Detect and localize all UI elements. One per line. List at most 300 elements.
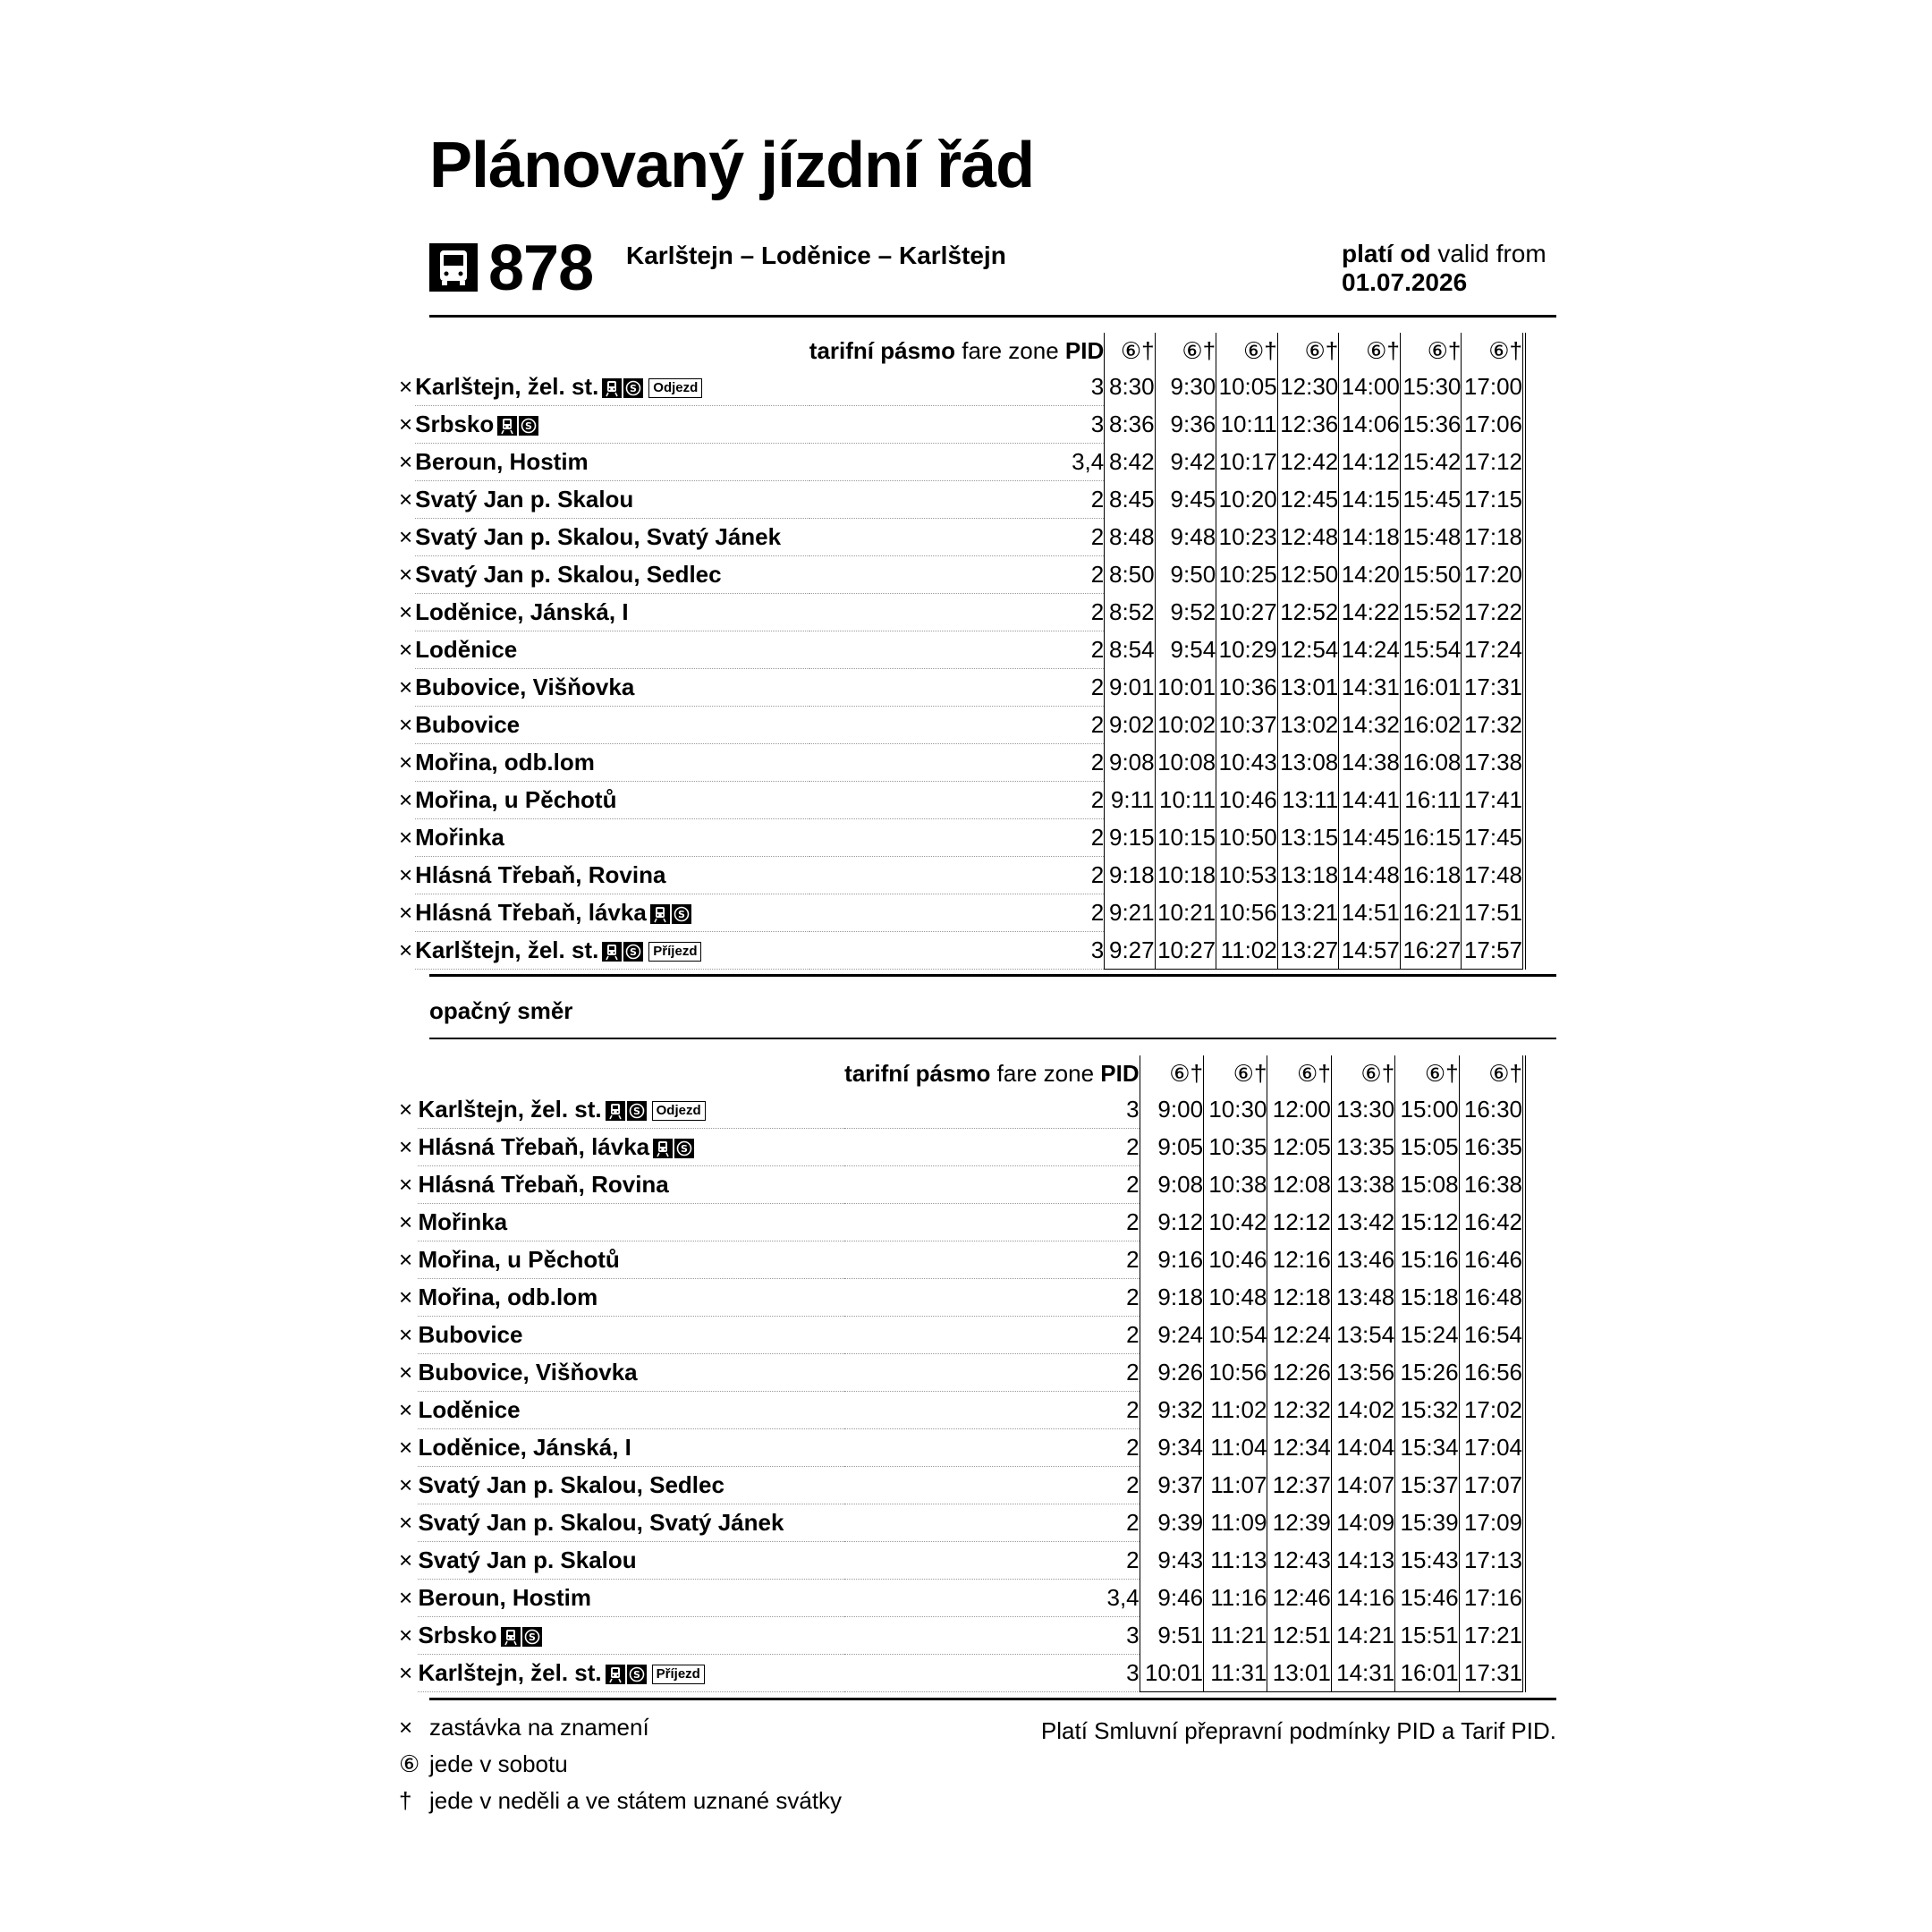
departure-time: 9:18 [1105,857,1155,894]
departure-time: 10:11 [1155,782,1216,819]
stop-name-text: Svatý Jan p. Skalou [415,486,634,513]
departure-time: 10:37 [1216,707,1278,744]
fare-zone: 2 [844,1279,1140,1317]
fare-zone-label: tarifní pásmo [844,1059,991,1087]
day-mark: ⑥† [1155,333,1216,369]
departure-time: 15:34 [1395,1429,1459,1467]
departure-time: 16:18 [1400,857,1462,894]
departure-time: 13:01 [1267,1655,1331,1692]
stop-name [415,782,809,819]
request-stop-mark: × [399,1546,413,1573]
day-mark: ⑥† [1216,333,1278,369]
fare-zone-label-en: fare zone [962,336,1059,364]
header-spacer [418,1055,844,1091]
stop-name [418,1166,844,1204]
departure-time: 16:02 [1400,707,1462,744]
stop-name-text: Svatý Jan p. Skalou, Sedlec [415,561,722,588]
s-train-icon [522,1627,542,1647]
departure-time: 11:02 [1216,932,1278,970]
stop-name-text: Karlštejn, žel. st. [418,1659,602,1686]
departure-time: 8:54 [1105,631,1155,669]
stop-name [415,631,809,669]
request-stop-mark: × [399,1584,413,1611]
departure-time: 8:48 [1105,519,1155,556]
stop-name [415,819,809,857]
departure-time: 9:05 [1140,1129,1203,1166]
s-train-icon [623,942,643,962]
departure-time: 17:38 [1462,744,1524,782]
table-row [399,1166,1524,1204]
legend-item [399,1714,649,1741]
departure-time: 10:43 [1216,744,1278,782]
departure-time: 15:00 [1395,1091,1459,1129]
departure-time: 9:50 [1155,556,1216,594]
departure-time: 12:37 [1267,1467,1331,1504]
departure-time: 12:36 [1277,406,1339,444]
stop-name [415,669,809,707]
day-mark: ⑥† [1267,1055,1331,1091]
departure-time: 15:12 [1395,1204,1459,1241]
departure-time: 15:26 [1395,1354,1459,1392]
departure-time: 10:20 [1216,481,1278,519]
departure-time: 17:21 [1459,1617,1524,1655]
departure-time: 17:45 [1462,819,1524,857]
train-icon [602,378,622,398]
fare-zone: 2 [809,481,1105,519]
departure-time: 10:30 [1204,1091,1267,1129]
table-row [399,857,1524,894]
inbound-body [399,1091,1524,1692]
stop-name-text: Srbsko [418,1622,497,1648]
departure-time: 12:50 [1277,556,1339,594]
departure-time: 15:51 [1395,1617,1459,1655]
departure-time: 15:36 [1400,406,1462,444]
stop-name-text: Mořina, odb.lom [415,749,595,775]
departure-time: 14:02 [1331,1392,1394,1429]
request-stop-mark: × [399,1396,413,1423]
departure-time: 12:05 [1267,1129,1331,1166]
fare-zone: 2 [844,1392,1140,1429]
day-mark: ⑥† [1277,333,1339,369]
departure-time: 14:09 [1331,1504,1394,1542]
stop-name [418,1204,844,1241]
departure-time: 10:48 [1204,1279,1267,1317]
day-mark: ⑥† [1204,1055,1267,1091]
departure-time: 15:18 [1395,1279,1459,1317]
fare-zone: 2 [844,1129,1140,1166]
departure-time: 9:00 [1140,1091,1203,1129]
outbound-timetable [399,333,1526,970]
stop-name-text: Srbsko [415,411,495,437]
table-row [399,631,1524,669]
request-stop-mark: × [399,486,413,513]
departure-time: 16:30 [1459,1091,1524,1129]
stop-name-text: Mořinka [418,1208,508,1235]
fare-zone: 2 [844,1354,1140,1392]
s-train-icon [627,1101,647,1121]
fare-zone: 2 [809,669,1105,707]
table-row [399,1354,1524,1392]
svg-text:S: S [632,1669,640,1682]
departure-time: 9:16 [1140,1241,1203,1279]
fare-zone: 3,4 [809,444,1105,481]
table-row [399,594,1524,631]
departure-time: 15:24 [1395,1317,1459,1354]
legend-symbol: † [399,1787,412,1814]
fare-zone: 2 [809,744,1105,782]
departure-time: 13:27 [1277,932,1339,970]
departure-time: 13:11 [1277,782,1339,819]
table-row [399,556,1524,594]
departure-time: 14:20 [1339,556,1401,594]
departure-time: 12:32 [1267,1392,1331,1429]
fare-zone: 2 [809,556,1105,594]
departure-time: 15:54 [1400,631,1462,669]
request-stop-mark: × [399,1096,413,1123]
departure-time: 9:01 [1105,669,1155,707]
table-row [399,707,1524,744]
departure-time: 16:54 [1459,1317,1524,1354]
departure-time: 15:46 [1395,1580,1459,1617]
fare-zone: 3 [844,1617,1140,1655]
s-train-icon [672,904,691,924]
train-icon [497,416,517,436]
departure-time: 13:54 [1331,1317,1394,1354]
fare-zone: 2 [844,1504,1140,1542]
request-stop-mark: × [399,1208,413,1235]
departure-time: 15:16 [1395,1241,1459,1279]
return-direction-label: opačný směr [429,997,573,1024]
table-row [399,1617,1524,1655]
day-mark: ⑥† [1462,333,1524,369]
return-rule [429,1038,1556,1039]
request-stop-mark: × [399,1509,413,1536]
departure-time: 8:45 [1105,481,1155,519]
departure-time: 15:48 [1400,519,1462,556]
outbound-header-row [399,333,1524,369]
stop-name-text: Svatý Jan p. Skalou [418,1546,637,1573]
departure-time: 14:45 [1339,819,1401,857]
departure-time: 9:54 [1155,631,1216,669]
departure-time: 14:04 [1331,1429,1394,1467]
stop-name [418,1317,844,1354]
departure-time: 15:05 [1395,1129,1459,1166]
departure-time: 16:35 [1459,1129,1524,1166]
table-row [399,1241,1524,1279]
departure-time: 17:51 [1462,894,1524,932]
day-mark: ⑥† [1331,1055,1394,1091]
table-row [399,1580,1524,1617]
stop-name [415,369,809,406]
departure-time: 9:26 [1140,1354,1203,1392]
request-stop-mark: × [399,824,413,851]
departure-time: 9:43 [1140,1542,1203,1580]
departure-time: 17:22 [1462,594,1524,631]
table-row [399,894,1524,932]
fare-zone: 2 [809,594,1105,631]
departure-time: 8:36 [1105,406,1155,444]
departure-time: 14:51 [1339,894,1401,932]
fare-zone: 3 [809,932,1105,970]
table-row [399,1467,1524,1504]
departure-time: 12:16 [1267,1241,1331,1279]
stop-name [418,1504,844,1542]
departure-time: 10:53 [1216,857,1278,894]
departure-time: 15:08 [1395,1166,1459,1204]
departure-time: 9:46 [1140,1580,1203,1617]
stop-name [415,932,809,970]
request-stop-mark: × [399,448,413,475]
departure-time: 9:45 [1155,481,1216,519]
departure-time: 14:06 [1339,406,1401,444]
departure-time: 16:38 [1459,1166,1524,1204]
departure-time: 10:35 [1204,1129,1267,1166]
table-row [399,1129,1524,1166]
stop-name [415,519,809,556]
departure-time: 11:16 [1204,1580,1267,1617]
departure-time: 9:24 [1140,1317,1203,1354]
table-row [399,669,1524,707]
fare-zone-label-en: fare zone [996,1059,1095,1087]
fare-zone: 2 [844,1204,1140,1241]
departure-time: 12:48 [1277,519,1339,556]
request-stop-mark: × [399,861,413,888]
stop-name-text: Loděnice, Jánská, I [415,598,629,625]
departure-time: 14:57 [1339,932,1401,970]
stop-name-text: Loděnice [415,636,518,663]
stop-name [418,1091,844,1129]
stop-name [415,444,809,481]
stop-name-text: Mořina, u Pěchotů [418,1246,620,1273]
valid-label: platí od [1342,240,1431,267]
departure-time: 13:30 [1331,1091,1394,1129]
stop-name [418,1580,844,1617]
header-spacer [399,1055,418,1091]
stop-name-text: Mořinka [415,824,504,851]
request-stop-mark: × [399,1171,413,1198]
table-row [399,1279,1524,1317]
valid-date: 01.07.2026 [1342,268,1468,296]
departure-time: 16:01 [1395,1655,1459,1692]
departure-time: 17:06 [1462,406,1524,444]
table-row [399,1542,1524,1580]
departure-time: 16:46 [1459,1241,1524,1279]
day-mark: ⑥† [1395,1055,1459,1091]
svg-text:S: S [681,1143,689,1156]
departure-time: 15:32 [1395,1392,1459,1429]
departure-time: 12:08 [1267,1166,1331,1204]
fare-zone: 2 [844,1467,1140,1504]
request-stop-mark: × [399,598,413,625]
request-stop-mark: × [399,711,413,738]
departure-time: 9:42 [1155,444,1216,481]
departure-time: 10:15 [1155,819,1216,857]
section-rule [429,974,1556,977]
request-stop-mark: × [399,1471,413,1498]
departure-time: 14:07 [1331,1467,1394,1504]
departure-time: 17:16 [1459,1580,1524,1617]
fare-zone: 2 [809,707,1105,744]
departure-time: 17:31 [1462,669,1524,707]
departure-time: 16:42 [1459,1204,1524,1241]
departure-time: 14:48 [1339,857,1401,894]
departure-time: 17:09 [1459,1504,1524,1542]
fare-zone-system: PID [1100,1059,1140,1087]
stop-name [415,406,809,444]
svg-text:S: S [630,383,638,395]
table-row [399,744,1524,782]
fare-zone: 2 [809,631,1105,669]
request-stop-mark: × [399,749,413,775]
departure-time: 11:31 [1204,1655,1267,1692]
departure-time: 15:43 [1395,1542,1459,1580]
departure-time: 10:54 [1204,1317,1267,1354]
request-stop-mark: × [399,1321,413,1348]
departure-time: 11:04 [1204,1429,1267,1467]
departure-time: 16:48 [1459,1279,1524,1317]
departure-time: 10:56 [1204,1354,1267,1392]
stop-name-text: Svatý Jan p. Skalou, Svatý Jánek [415,523,782,550]
departure-time: 15:42 [1400,444,1462,481]
stop-name-text: Mořina, odb.lom [418,1284,598,1310]
stop-name-text: Karlštejn, žel. st. [415,936,599,963]
departure-time: 14:21 [1331,1617,1394,1655]
train-icon [653,1139,673,1158]
departure-time: 12:00 [1267,1091,1331,1129]
departure-time: 8:50 [1105,556,1155,594]
departure-time: 14:22 [1339,594,1401,631]
departure-time: 13:01 [1277,669,1339,707]
fare-zone-header [809,333,1105,369]
stop-name [418,1429,844,1467]
departure-time: 10:29 [1216,631,1278,669]
table-row [399,932,1524,970]
legend-text: zastávka na znamení [429,1714,649,1741]
departure-time: 9:34 [1140,1429,1203,1467]
request-stop-mark: × [399,1133,413,1160]
stop-name-text: Mořina, u Pěchotů [415,786,617,813]
request-stop-mark: × [399,786,413,813]
departure-time: 10:56 [1216,894,1278,932]
s-train-icon [519,416,538,436]
table-row [399,1091,1524,1129]
header-rule [429,315,1556,318]
s-train-icon [627,1665,647,1684]
stop-name-text: Svatý Jan p. Skalou, Sedlec [418,1471,724,1498]
departure-time: 13:35 [1331,1129,1394,1166]
departure-time: 9:30 [1155,369,1216,406]
svg-text:S: S [630,946,638,959]
departure-time: 12:51 [1267,1617,1331,1655]
departure-time: 11:21 [1204,1617,1267,1655]
departure-time: 17:02 [1459,1392,1524,1429]
departure-time: 14:12 [1339,444,1401,481]
departure-time: 9:52 [1155,594,1216,631]
stop-name-text: Hlásná Třebaň, lávka [418,1133,650,1160]
request-stop-mark: × [399,936,413,963]
departure-time: 10:01 [1155,669,1216,707]
departure-time: 9:37 [1140,1467,1203,1504]
departure-time: 15:50 [1400,556,1462,594]
table-row [399,1504,1524,1542]
departure-time: 8:30 [1105,369,1155,406]
departure-time: 17:24 [1462,631,1524,669]
stop-name-text: Hlásná Třebaň, Rovina [418,1171,669,1198]
departure-time: 15:37 [1395,1467,1459,1504]
legend-text: jede v sobotu [429,1750,568,1777]
train-icon [501,1627,521,1647]
departure-time: 17:31 [1459,1655,1524,1692]
departure-time: 9:27 [1105,932,1155,970]
departure-time: 13:21 [1277,894,1339,932]
request-stop-mark: × [399,1284,413,1310]
request-stop-mark: × [399,1659,413,1686]
departure-time: 17:20 [1462,556,1524,594]
stop-name-text: Bubovice [415,711,521,738]
stop-name [418,1354,844,1392]
departure-time: 12:30 [1277,369,1339,406]
footer-rule [429,1698,1556,1700]
stop-name-text: Svatý Jan p. Skalou, Svatý Jánek [418,1509,784,1536]
departure-time: 9:48 [1155,519,1216,556]
departure-time: 17:04 [1459,1429,1524,1467]
stop-name-text: Karlštejn, žel. st. [415,373,599,400]
train-icon [602,942,622,962]
table-row [399,1655,1524,1692]
table-row [399,444,1524,481]
stop-tag: Odjezd [648,378,702,398]
legend-symbol: × [399,1714,413,1741]
fare-zone-header [844,1055,1140,1091]
departure-time: 9:08 [1140,1166,1203,1204]
departure-time: 9:18 [1140,1279,1203,1317]
s-train-icon [674,1139,694,1158]
day-mark: ⑥† [1400,333,1462,369]
departure-time: 15:39 [1395,1504,1459,1542]
svg-text:S: S [677,909,685,921]
departure-time: 13:48 [1331,1279,1394,1317]
departure-time: 9:08 [1105,744,1155,782]
request-stop-mark: × [399,674,413,700]
route-name: Karlštejn – Loděnice – Karlštejn [626,242,1006,269]
departure-time: 12:18 [1267,1279,1331,1317]
request-stop-mark: × [399,523,413,550]
table-row [399,1392,1524,1429]
departure-time: 14:31 [1331,1655,1394,1692]
inbound-header-row [399,1055,1524,1091]
departure-time: 10:23 [1216,519,1278,556]
departure-time: 17:41 [1462,782,1524,819]
table-row [399,782,1524,819]
fare-zone: 3,4 [844,1580,1140,1617]
departure-time: 9:12 [1140,1204,1203,1241]
departure-time: 16:21 [1400,894,1462,932]
request-stop-mark: × [399,636,413,663]
departure-time: 10:11 [1216,406,1278,444]
departure-time: 10:42 [1204,1204,1267,1241]
table-row [399,369,1524,406]
departure-time: 15:45 [1400,481,1462,519]
stop-name-text: Bubovice [418,1321,523,1348]
departure-time: 14:13 [1331,1542,1394,1580]
fare-zone: 2 [809,782,1105,819]
request-stop-mark: × [399,1246,413,1273]
departure-time: 12:24 [1267,1317,1331,1354]
departure-time: 10:36 [1216,669,1278,707]
departure-time: 12:34 [1267,1429,1331,1467]
departure-time: 14:32 [1339,707,1401,744]
request-stop-mark: × [399,1434,413,1461]
